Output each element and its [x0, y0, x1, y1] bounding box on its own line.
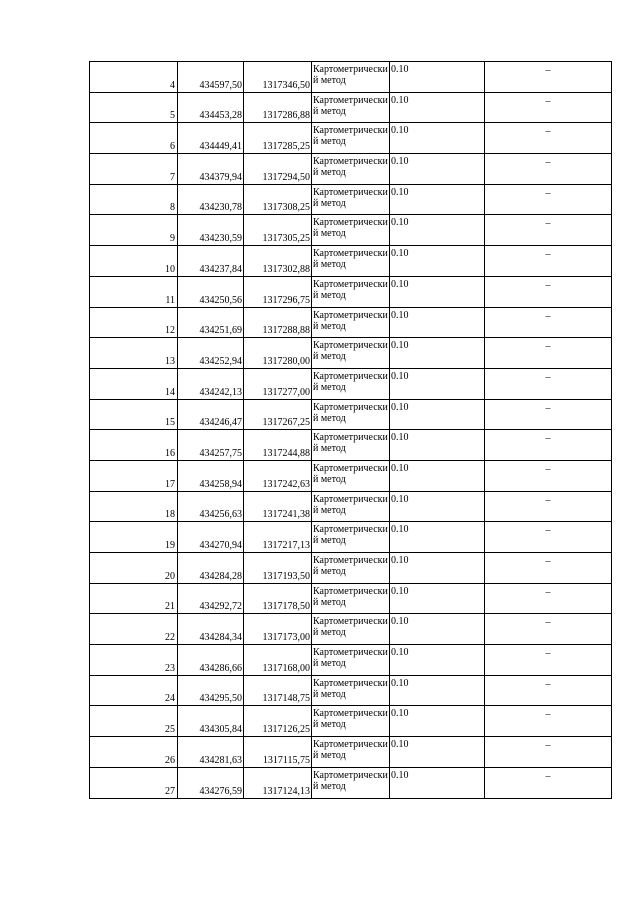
- accuracy-cell: 0.10: [390, 92, 485, 123]
- x-coordinate-cell: 434246,47: [178, 399, 244, 430]
- table-row: [90, 553, 612, 584]
- point-number-cell: 10: [90, 246, 178, 277]
- point-number-cell: 8: [90, 184, 178, 215]
- note-cell: –: [485, 675, 612, 706]
- note-cell: –: [485, 522, 612, 553]
- x-coordinate-cell: 434292,72: [178, 583, 244, 614]
- note-cell: –: [485, 154, 612, 185]
- point-number-cell: 11: [90, 276, 178, 307]
- point-number-cell: 25: [90, 706, 178, 737]
- note-cell: –: [485, 276, 612, 307]
- note-cell: –: [485, 246, 612, 277]
- note-cell: –: [485, 460, 612, 491]
- note-cell: –: [485, 645, 612, 676]
- point-number-cell: 19: [90, 522, 178, 553]
- point-number-cell: 24: [90, 675, 178, 706]
- x-coordinate-cell: 434453,28: [178, 92, 244, 123]
- point-number-cell: 13: [90, 338, 178, 369]
- y-coordinate-cell: 1317173,00: [244, 614, 312, 645]
- x-coordinate-cell: 434284,28: [178, 553, 244, 584]
- y-coordinate-cell: 1317296,75: [244, 276, 312, 307]
- point-number-cell: 14: [90, 368, 178, 399]
- point-number-cell: 26: [90, 737, 178, 768]
- table-row: [90, 246, 612, 277]
- note-cell: –: [485, 399, 612, 430]
- x-coordinate-cell: 434281,63: [178, 737, 244, 768]
- accuracy-cell: 0.10: [390, 215, 485, 246]
- note-cell: –: [485, 123, 612, 154]
- x-coordinate-cell: 434295,50: [178, 675, 244, 706]
- coordinates-table-body: [90, 62, 612, 799]
- y-coordinate-cell: 1317346,50: [244, 62, 312, 93]
- x-coordinate-cell: 434230,59: [178, 215, 244, 246]
- note-cell: –: [485, 583, 612, 614]
- accuracy-cell: 0.10: [390, 62, 485, 93]
- table-row: [90, 123, 612, 154]
- x-coordinate-cell: 434276,59: [178, 767, 244, 798]
- point-number-cell: 6: [90, 123, 178, 154]
- table-row: [90, 430, 612, 461]
- y-coordinate-cell: 1317126,25: [244, 706, 312, 737]
- table-row: [90, 614, 612, 645]
- note-cell: –: [485, 62, 612, 93]
- note-cell: –: [485, 307, 612, 338]
- x-coordinate-cell: 434258,94: [178, 460, 244, 491]
- table-row: [90, 368, 612, 399]
- y-coordinate-cell: 1317193,50: [244, 553, 312, 584]
- point-number-cell: 7: [90, 154, 178, 185]
- accuracy-cell: 0.10: [390, 184, 485, 215]
- x-coordinate-cell: 434237,84: [178, 246, 244, 277]
- accuracy-cell: 0.10: [390, 675, 485, 706]
- method-cell: Картометрический метод: [312, 338, 390, 369]
- accuracy-cell: 0.10: [390, 737, 485, 768]
- y-coordinate-cell: 1317115,75: [244, 737, 312, 768]
- x-coordinate-cell: 434256,63: [178, 491, 244, 522]
- accuracy-cell: 0.10: [390, 246, 485, 277]
- point-number-cell: 4: [90, 62, 178, 93]
- method-cell: Картометрический метод: [312, 614, 390, 645]
- note-cell: –: [485, 430, 612, 461]
- point-number-cell: 15: [90, 399, 178, 430]
- accuracy-cell: 0.10: [390, 123, 485, 154]
- point-number-cell: 18: [90, 491, 178, 522]
- y-coordinate-cell: 1317305,25: [244, 215, 312, 246]
- note-cell: –: [485, 184, 612, 215]
- y-coordinate-cell: 1317288,88: [244, 307, 312, 338]
- accuracy-cell: 0.10: [390, 614, 485, 645]
- note-cell: –: [485, 215, 612, 246]
- table-row: [90, 675, 612, 706]
- accuracy-cell: 0.10: [390, 276, 485, 307]
- x-coordinate-cell: 434230,78: [178, 184, 244, 215]
- y-coordinate-cell: 1317302,88: [244, 246, 312, 277]
- method-cell: Картометрический метод: [312, 491, 390, 522]
- note-cell: –: [485, 491, 612, 522]
- method-cell: Картометрический метод: [312, 276, 390, 307]
- table-row: [90, 522, 612, 553]
- x-coordinate-cell: 434449,41: [178, 123, 244, 154]
- y-coordinate-cell: 1317267,25: [244, 399, 312, 430]
- coordinates-table: [89, 61, 612, 799]
- table-row: [90, 184, 612, 215]
- accuracy-cell: 0.10: [390, 645, 485, 676]
- method-cell: Картометрический метод: [312, 215, 390, 246]
- table-row: [90, 399, 612, 430]
- method-cell: Картометрический метод: [312, 460, 390, 491]
- point-number-cell: 22: [90, 614, 178, 645]
- note-cell: –: [485, 368, 612, 399]
- point-number-cell: 9: [90, 215, 178, 246]
- accuracy-cell: 0.10: [390, 583, 485, 614]
- accuracy-cell: 0.10: [390, 307, 485, 338]
- point-number-cell: 5: [90, 92, 178, 123]
- note-cell: –: [485, 92, 612, 123]
- note-cell: –: [485, 706, 612, 737]
- table-row: [90, 92, 612, 123]
- method-cell: Картометрический метод: [312, 553, 390, 584]
- table-row: [90, 460, 612, 491]
- note-cell: –: [485, 614, 612, 645]
- y-coordinate-cell: 1317285,25: [244, 123, 312, 154]
- method-cell: Картометрический метод: [312, 737, 390, 768]
- point-number-cell: 20: [90, 553, 178, 584]
- method-cell: Картометрический метод: [312, 246, 390, 277]
- accuracy-cell: 0.10: [390, 368, 485, 399]
- y-coordinate-cell: 1317308,25: [244, 184, 312, 215]
- y-coordinate-cell: 1317244,88: [244, 430, 312, 461]
- accuracy-cell: 0.10: [390, 430, 485, 461]
- x-coordinate-cell: 434597,50: [178, 62, 244, 93]
- accuracy-cell: 0.10: [390, 338, 485, 369]
- x-coordinate-cell: 434257,75: [178, 430, 244, 461]
- point-number-cell: 16: [90, 430, 178, 461]
- note-cell: –: [485, 737, 612, 768]
- method-cell: Картометрический метод: [312, 767, 390, 798]
- table-row: [90, 62, 612, 93]
- y-coordinate-cell: 1317178,50: [244, 583, 312, 614]
- x-coordinate-cell: 434270,94: [178, 522, 244, 553]
- x-coordinate-cell: 434251,69: [178, 307, 244, 338]
- table-row: [90, 276, 612, 307]
- accuracy-cell: 0.10: [390, 399, 485, 430]
- method-cell: Картометрический метод: [312, 154, 390, 185]
- point-number-cell: 21: [90, 583, 178, 614]
- table-row: [90, 338, 612, 369]
- method-cell: Картометрический метод: [312, 583, 390, 614]
- x-coordinate-cell: 434305,84: [178, 706, 244, 737]
- x-coordinate-cell: 434284,34: [178, 614, 244, 645]
- note-cell: –: [485, 338, 612, 369]
- y-coordinate-cell: 1317280,00: [244, 338, 312, 369]
- x-coordinate-cell: 434242,13: [178, 368, 244, 399]
- method-cell: Картометрический метод: [312, 307, 390, 338]
- method-cell: Картометрический метод: [312, 706, 390, 737]
- method-cell: Картометрический метод: [312, 430, 390, 461]
- table-row: [90, 706, 612, 737]
- note-cell: –: [485, 553, 612, 584]
- accuracy-cell: 0.10: [390, 460, 485, 491]
- accuracy-cell: 0.10: [390, 522, 485, 553]
- x-coordinate-cell: 434252,94: [178, 338, 244, 369]
- method-cell: Картометрический метод: [312, 522, 390, 553]
- method-cell: Картометрический метод: [312, 184, 390, 215]
- method-cell: Картометрический метод: [312, 92, 390, 123]
- y-coordinate-cell: 1317241,38: [244, 491, 312, 522]
- table-row: [90, 645, 612, 676]
- y-coordinate-cell: 1317277,00: [244, 368, 312, 399]
- accuracy-cell: 0.10: [390, 767, 485, 798]
- table-row: [90, 307, 612, 338]
- table-row: [90, 491, 612, 522]
- point-number-cell: 17: [90, 460, 178, 491]
- accuracy-cell: 0.10: [390, 706, 485, 737]
- x-coordinate-cell: 434379,94: [178, 154, 244, 185]
- x-coordinate-cell: 434250,56: [178, 276, 244, 307]
- note-cell: –: [485, 767, 612, 798]
- y-coordinate-cell: 1317294,50: [244, 154, 312, 185]
- y-coordinate-cell: 1317168,00: [244, 645, 312, 676]
- table-row: [90, 767, 612, 798]
- y-coordinate-cell: 1317124,13: [244, 767, 312, 798]
- method-cell: Картометрический метод: [312, 368, 390, 399]
- table-row: [90, 215, 612, 246]
- y-coordinate-cell: 1317148,75: [244, 675, 312, 706]
- method-cell: Картометрический метод: [312, 123, 390, 154]
- method-cell: Картометрический метод: [312, 645, 390, 676]
- accuracy-cell: 0.10: [390, 553, 485, 584]
- table-row: [90, 154, 612, 185]
- point-number-cell: 12: [90, 307, 178, 338]
- y-coordinate-cell: 1317286,88: [244, 92, 312, 123]
- x-coordinate-cell: 434286,66: [178, 645, 244, 676]
- accuracy-cell: 0.10: [390, 154, 485, 185]
- accuracy-cell: 0.10: [390, 491, 485, 522]
- method-cell: Картометрический метод: [312, 675, 390, 706]
- table-row: [90, 583, 612, 614]
- table-row: [90, 737, 612, 768]
- y-coordinate-cell: 1317217,13: [244, 522, 312, 553]
- method-cell: Картометрический метод: [312, 399, 390, 430]
- y-coordinate-cell: 1317242,63: [244, 460, 312, 491]
- method-cell: Картометрический метод: [312, 62, 390, 93]
- point-number-cell: 23: [90, 645, 178, 676]
- point-number-cell: 27: [90, 767, 178, 798]
